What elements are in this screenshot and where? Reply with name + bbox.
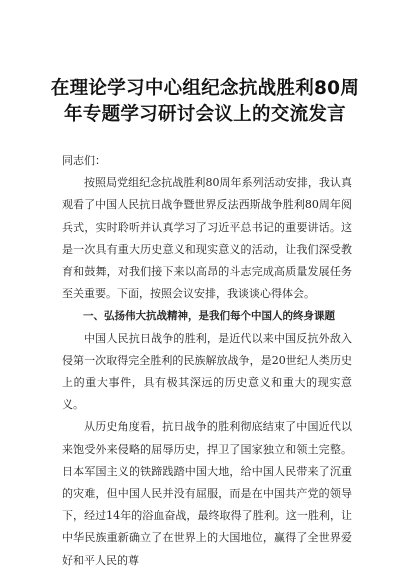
section-paragraph-2: 从历史角度看，抗日战争的胜利彻底结束了中国近代以来饱受外来侵略的屈辱历史，捍卫了国家独立和领土完整。日本军国主义的铁蹄践踏中国大地，给中国人民带来了沉重的灾难，但中国人民并没有屈服，而是在中国共产党的领导下，经过14年的浴血奋战，最终取得了胜利。这一胜利，让中华民族重新确立了在世界上的大国地位，赢得了全世界爱好和平人民的尊 xyxy=(62,420,352,567)
document-title xyxy=(0,76,410,128)
section-heading: 一、弘扬伟大抗战精神，是我们每个中国人的终身课题 xyxy=(83,310,335,323)
salutation: 同志们： xyxy=(62,154,106,167)
title-line-1: 在理论学习中心组纪念抗战胜利80周 xyxy=(50,78,360,99)
section-paragraph-1: 中国人民抗日战争的胜利，是近代以来中国反抗外敌入侵第一次取得完全胜利的民族解放战争，是20世纪人类历史上的重大事件，具有极其深远的历史意义和重大的现实意义。 xyxy=(62,331,352,412)
intro-paragraph: 按照局党组纪念抗战胜利80周年系列活动安排，我认真观看了中国人民抗日战争暨世界反法西斯战争胜利80周年阅兵式，实时聆听并认真学习了习近平总书记的重要讲话。这是一次具有重大历史意义和现实意义的活动，让我们深受教育和鼓舞，对我们接下来以高昂的斗志完成高质量发展任务至关重要。下面，按照会议安排，我谈谈心得体会。 xyxy=(62,176,352,301)
document-body xyxy=(62,150,352,572)
title-line-2: 年专题学习研讨会议上的交流发言 xyxy=(63,104,346,125)
